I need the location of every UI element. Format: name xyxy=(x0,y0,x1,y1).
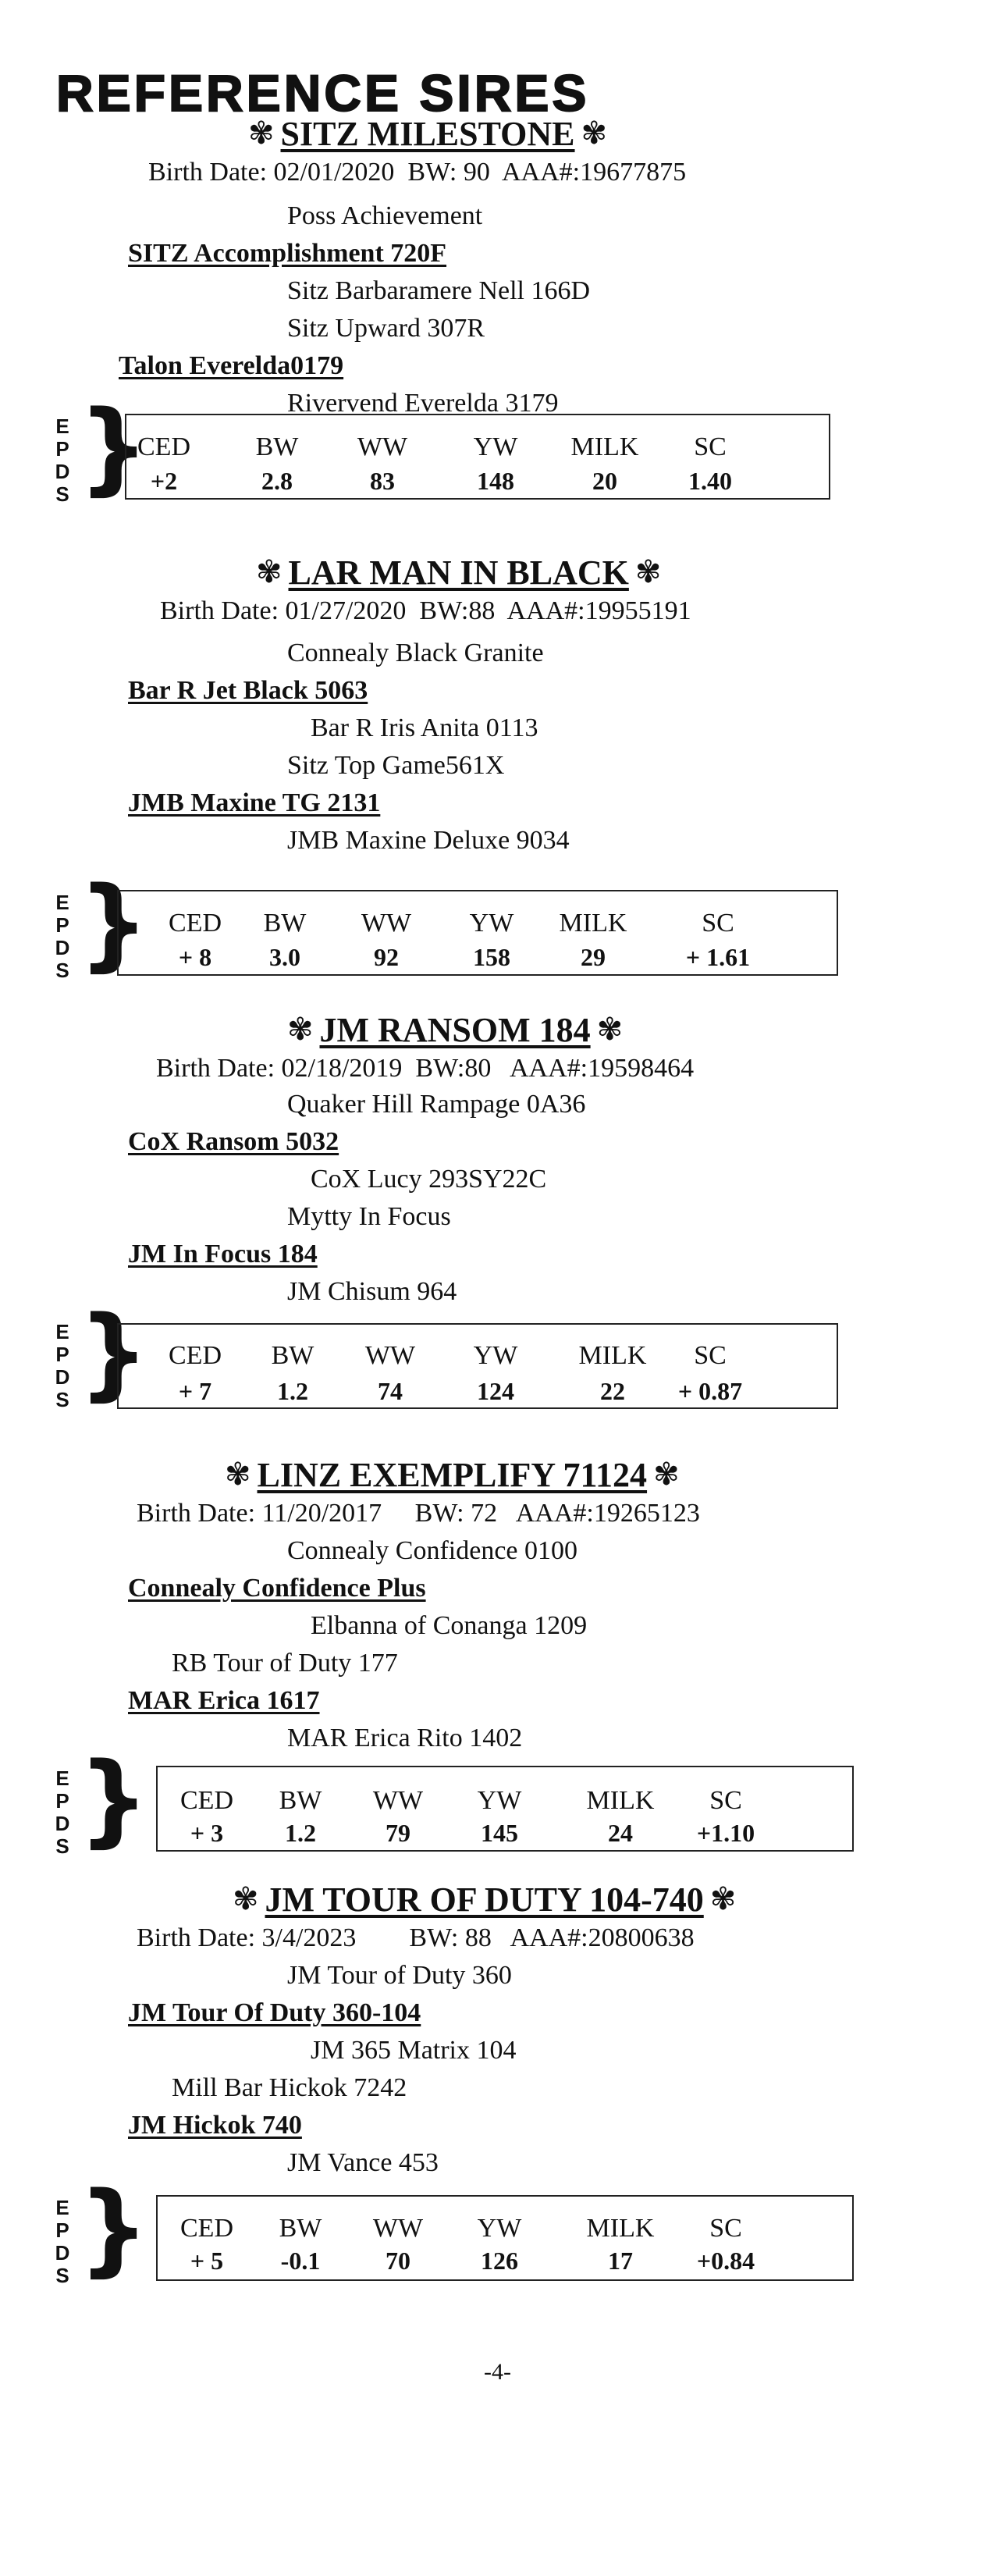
pedigree-dam: JM In Focus 184 xyxy=(128,1240,318,1268)
sire-name-jm-ransom-184 xyxy=(281,1013,629,1048)
pedigree-sire: Connealy Confidence Plus xyxy=(128,1574,426,1603)
epd-header-yw: YW xyxy=(469,909,514,938)
epd-header-sc: SC xyxy=(694,1341,727,1370)
brace-icon: } xyxy=(78,1742,150,1858)
epd-value-milk: 24 xyxy=(608,1819,633,1847)
pedigree-dam: MAR Erica 1617 xyxy=(128,1686,320,1715)
pedigree-line: Sitz Barbaramere Nell 166D xyxy=(287,276,591,305)
epd-header-sc: SC xyxy=(709,2214,742,2243)
epd-header-bw: BW xyxy=(255,432,299,461)
epds-letter: E xyxy=(55,1320,69,1343)
epd-header-yw: YW xyxy=(473,1341,518,1370)
epds-letter: E xyxy=(55,1767,69,1790)
epds-letter: S xyxy=(55,959,69,982)
epd-value-ced: + 5 xyxy=(190,2247,224,2275)
sire-name-text: LINZ EXEMPLIFY 71124 xyxy=(257,1456,648,1494)
pedigree-line: Sitz Top Game561X xyxy=(287,751,505,780)
brace-icon: } xyxy=(78,1295,150,1411)
epds-letters xyxy=(48,415,76,506)
pedigree-line: Elbanna of Conanga 1209 xyxy=(311,1611,588,1640)
epds-letter: P xyxy=(55,1789,69,1813)
epd-value-bw: -0.1 xyxy=(280,2247,321,2275)
epds-letter: S xyxy=(55,482,69,506)
flower-icon: ✾ xyxy=(709,1881,737,1916)
epd-header-yw: YW xyxy=(473,432,518,461)
page-number: -4- xyxy=(484,2359,511,2385)
epd-value-ww: 74 xyxy=(378,1377,403,1405)
epds-letter: D xyxy=(55,460,70,483)
epds-letter: D xyxy=(55,2241,70,2265)
epd-value-milk: 29 xyxy=(581,943,606,971)
epds-letter: P xyxy=(55,437,69,461)
pedigree-sire: JM Tour Of Duty 360-104 xyxy=(128,1998,421,2027)
epds-letter: P xyxy=(55,913,69,937)
brace-icon: } xyxy=(78,2171,150,2287)
pedigree-line: JM Tour of Duty 360 xyxy=(287,1961,512,1990)
epd-value-ww: 79 xyxy=(386,1819,410,1847)
epd-value-yw: 158 xyxy=(473,943,510,971)
epd-header-bw: BW xyxy=(263,909,307,938)
epd-header-bw: BW xyxy=(279,1786,322,1815)
epd-value-milk: 20 xyxy=(592,467,617,495)
flower-icon: ✾ xyxy=(287,1012,314,1047)
epd-header-ced: CED xyxy=(169,1341,222,1370)
pedigree-sire: Bar R Jet Black 5063 xyxy=(128,676,368,705)
epd-header-ww: WW xyxy=(364,1341,416,1370)
pedigree-line: Connealy Confidence 0100 xyxy=(287,1536,578,1565)
epd-value-bw: 1.2 xyxy=(285,1819,316,1847)
flower-icon: ✾ xyxy=(634,554,662,589)
epd-header-yw: YW xyxy=(477,1786,522,1815)
sire-name-text: LAR MAN IN BLACK xyxy=(288,553,629,592)
epd-value-yw: 126 xyxy=(481,2247,518,2275)
epd-header-yw: YW xyxy=(477,2214,522,2243)
epd-header-ced: CED xyxy=(137,432,190,461)
sire-name-text: JM RANSOM 184 xyxy=(319,1011,591,1049)
epd-header-milk: MILK xyxy=(586,2214,655,2243)
epd-value-sc: + 0.87 xyxy=(677,1377,743,1405)
sire-name-jm-tour-of-duty-104-740 xyxy=(226,1880,742,1919)
pedigree-sire: SITZ Accomplishment 720F xyxy=(128,239,447,268)
epd-value-ced: + 7 xyxy=(178,1377,212,1405)
epd-value-ced: +2 xyxy=(150,467,178,495)
epd-value-yw: 145 xyxy=(481,1819,518,1847)
epds-letters xyxy=(48,1767,76,1858)
pedigree-line: Bar R Iris Anita 0113 xyxy=(311,713,538,742)
pedigree-dam: Talon Everelda0179 xyxy=(119,351,344,380)
epd-value-yw: 148 xyxy=(477,467,514,495)
pedigree-line: JM Chisum 964 xyxy=(287,1277,457,1306)
epd-header-ww: WW xyxy=(361,909,412,938)
epd-value-ww: 83 xyxy=(370,467,395,495)
epd-header-milk: MILK xyxy=(578,1341,647,1370)
epd-header-ww: WW xyxy=(372,1786,424,1815)
pedigree-line: Connealy Black Granite xyxy=(287,639,544,667)
epd-value-ced: + 3 xyxy=(190,1819,224,1847)
pedigree-line: RB Tour of Duty 177 xyxy=(172,1649,398,1678)
flower-icon: ✾ xyxy=(653,1457,680,1492)
epd-header-ced: CED xyxy=(169,909,222,938)
epds-letter: D xyxy=(55,936,70,959)
page-title: REFERENCE SIRES xyxy=(56,64,590,122)
epd-value-sc: 1.40 xyxy=(688,467,732,495)
pedigree-line: Mill Bar Hickok 7242 xyxy=(172,2073,407,2102)
epd-header-sc: SC xyxy=(709,1786,742,1815)
pedigree-line: MAR Erica Rito 1402 xyxy=(287,1724,523,1752)
epds-letter: P xyxy=(55,1343,69,1366)
epd-value-milk: 22 xyxy=(600,1377,625,1405)
pedigree-line: JM 365 Matrix 104 xyxy=(311,2036,517,2065)
epd-header-sc: SC xyxy=(694,432,727,461)
epd-value-ced: + 8 xyxy=(178,943,212,971)
pedigree-line: Quaker Hill Rampage 0A36 xyxy=(287,1090,586,1119)
flower-icon: ✾ xyxy=(581,116,608,151)
epd-value-ww: 92 xyxy=(374,943,399,971)
epd-header-sc: SC xyxy=(702,909,734,938)
epds-letter: S xyxy=(55,1834,69,1858)
epds-letters xyxy=(48,891,76,982)
epd-header-ced: CED xyxy=(180,1786,233,1815)
sire-name-sitz-milestone xyxy=(242,117,613,151)
epds-letters xyxy=(48,2197,76,2287)
epds-letter: D xyxy=(55,1812,70,1835)
birth-info-line: Birth Date: 02/01/2020 BW: 90 AAA#:19677875 xyxy=(148,158,687,187)
epd-header-milk: MILK xyxy=(559,909,627,938)
birth-info-line: Birth Date: 02/18/2019 BW:80 AAA#:19598464 xyxy=(156,1054,695,1083)
epds-letter: S xyxy=(55,2264,69,2287)
sire-name-linz-exemplify-71124 xyxy=(219,1458,686,1493)
epd-header-bw: BW xyxy=(271,1341,314,1370)
epd-header-ced: CED xyxy=(180,2214,233,2243)
flower-icon: ✾ xyxy=(248,116,275,151)
birth-info-line: Birth Date: 11/20/2017 BW: 72 AAA#:19265123 xyxy=(137,1499,700,1528)
sire-name-lar-man-in-black xyxy=(250,553,667,592)
epd-value-sc: + 1.61 xyxy=(685,943,751,971)
pedigree-line: JMB Maxine Deluxe 9034 xyxy=(287,826,570,855)
flower-icon: ✾ xyxy=(256,554,283,589)
pedigree-line: JM Vance 453 xyxy=(287,2148,439,2177)
flower-icon: ✾ xyxy=(596,1012,624,1047)
pedigree-dam: JM Hickok 740 xyxy=(128,2111,302,2140)
flower-icon: ✾ xyxy=(233,1881,259,1916)
epd-value-milk: 17 xyxy=(608,2247,633,2275)
sire-name-text: JM TOUR OF DUTY 104-740 xyxy=(265,1880,704,1919)
epd-value-ww: 70 xyxy=(386,2247,410,2275)
epd-header-ww: WW xyxy=(372,2214,424,2243)
epd-value-bw: 2.8 xyxy=(261,467,293,495)
epd-value-yw: 124 xyxy=(477,1377,514,1405)
epd-header-milk: MILK xyxy=(586,1786,655,1815)
pedigree-line: Rivervend Everelda 3179 xyxy=(287,389,559,418)
birth-info-line: Birth Date: 3/4/2023 BW: 88 AAA#:20800638 xyxy=(137,1923,695,1952)
pedigree-line: Poss Achievement xyxy=(287,201,483,230)
epds-letter: E xyxy=(55,415,69,438)
pedigree-line: Sitz Upward 307R xyxy=(287,314,485,343)
epds-letter: S xyxy=(55,1388,69,1411)
epd-header-ww: WW xyxy=(357,432,408,461)
epd-header-milk: MILK xyxy=(570,432,639,461)
epd-value-sc: +0.84 xyxy=(696,2247,755,2275)
epds-letter: P xyxy=(55,2218,69,2242)
brace-icon: } xyxy=(78,390,150,506)
birth-info-line: Birth Date: 01/27/2020 BW:88 AAA#:19955191 xyxy=(160,596,691,625)
epds-letter: D xyxy=(55,1365,70,1389)
epd-value-bw: 1.2 xyxy=(277,1377,308,1405)
pedigree-sire: CoX Ransom 5032 xyxy=(128,1127,339,1156)
epd-value-bw: 3.0 xyxy=(269,943,300,971)
flower-icon: ✾ xyxy=(225,1457,251,1492)
brace-icon: } xyxy=(78,866,150,982)
sire-name-text: SITZ MILESTONE xyxy=(280,115,575,153)
pedigree-line: CoX Lucy 293SY22C xyxy=(311,1165,547,1194)
pedigree-line: Mytty In Focus xyxy=(287,1202,451,1231)
epds-letter: E xyxy=(55,2196,69,2219)
epd-header-bw: BW xyxy=(279,2214,322,2243)
epds-letters xyxy=(48,1321,76,1411)
pedigree-dam: JMB Maxine TG 2131 xyxy=(128,788,381,817)
epds-letter: E xyxy=(55,891,69,914)
epd-value-sc: +1.10 xyxy=(696,1819,755,1847)
